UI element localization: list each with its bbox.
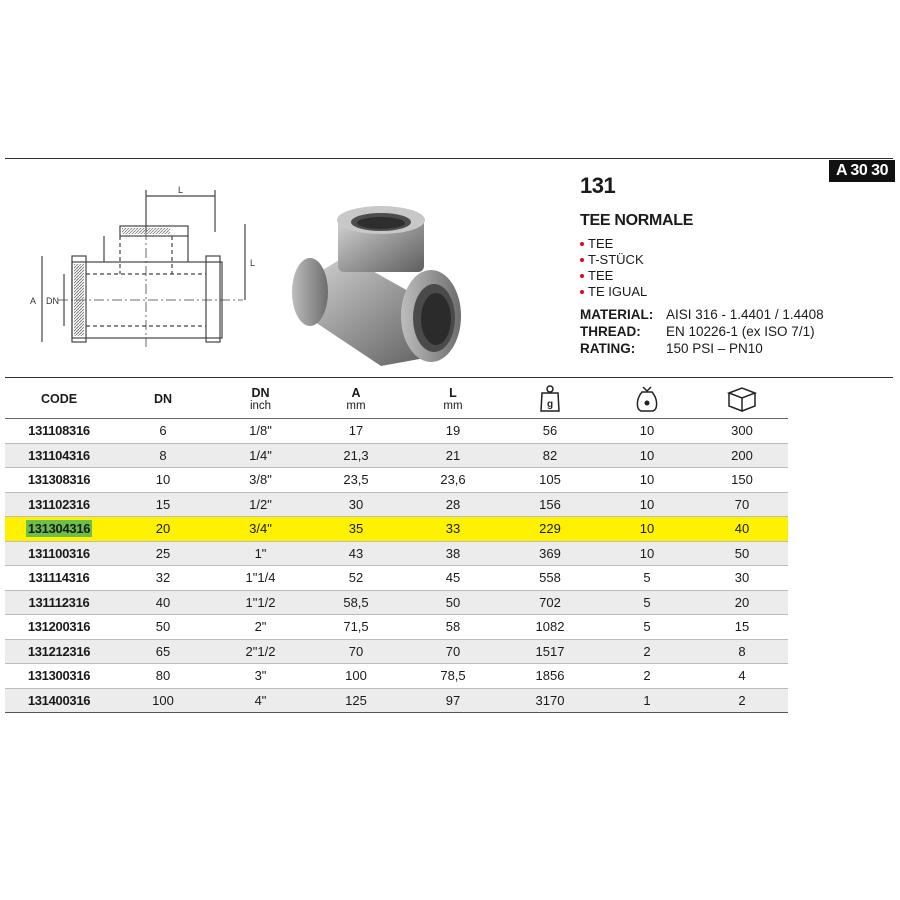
cell-pcs-bag: 10: [598, 541, 696, 566]
bag-icon: [598, 380, 696, 419]
cell-pcs-box: 4: [696, 664, 788, 689]
bullet-icon: [580, 242, 584, 246]
cell-dn: 50: [113, 615, 213, 640]
table-row: [5, 419, 788, 444]
cell-code: 131102316: [5, 492, 113, 517]
cell-dn: 25: [113, 541, 213, 566]
cell-pcs-box: 15: [696, 615, 788, 640]
cell-dn-inch: 2": [213, 615, 308, 640]
cell-code: 131104316: [5, 443, 113, 468]
cell-weight: 105: [502, 468, 598, 493]
dimension-a: A: [30, 296, 37, 306]
cell-a: 43: [308, 541, 404, 566]
translation-item: T-STÜCK: [580, 252, 647, 268]
weight-icon: [502, 380, 598, 419]
cell-pcs-bag: 10: [598, 468, 696, 493]
svg-text:g: g: [546, 399, 554, 410]
cell-a: 58,5: [308, 590, 404, 615]
table-body: [5, 419, 788, 713]
table-row: [5, 541, 788, 566]
bullet-icon: [580, 290, 584, 294]
top-rule: [5, 158, 893, 159]
cell-dn: 8: [113, 443, 213, 468]
cell-code: 131100316: [5, 541, 113, 566]
table-row: [5, 590, 788, 615]
cell-pcs-box: 40: [696, 517, 788, 542]
cell-pcs-box: 20: [696, 590, 788, 615]
technical-drawing: [28, 182, 268, 357]
header-a: A mm: [308, 380, 404, 419]
box-icon: [696, 380, 788, 419]
cell-l: 38: [404, 541, 502, 566]
cell-a: 30: [308, 492, 404, 517]
cell-pcs-bag: 10: [598, 517, 696, 542]
cell-l: 97: [404, 688, 502, 713]
cell-pcs-bag: 10: [598, 492, 696, 517]
cell-code: 131212316: [5, 639, 113, 664]
cell-pcs-box: 30: [696, 566, 788, 591]
cell-a: 21,3: [308, 443, 404, 468]
product-number: 131: [580, 173, 616, 198]
cell-code: 131400316: [5, 688, 113, 713]
table-row: [5, 492, 788, 517]
cell-dn: 15: [113, 492, 213, 517]
cell-dn: 40: [113, 590, 213, 615]
dimension-dn: DN: [46, 296, 59, 306]
header-dn: DN: [113, 380, 213, 419]
table-row: [5, 468, 788, 493]
cell-pcs-bag: 10: [598, 419, 696, 444]
cell-dn: 100: [113, 688, 213, 713]
cell-l: 19: [404, 419, 502, 444]
cell-a: 70: [308, 639, 404, 664]
cell-a: 35: [308, 517, 404, 542]
cell-pcs-bag: 5: [598, 615, 696, 640]
cell-code: 131114316: [5, 566, 113, 591]
cell-dn-inch: 1": [213, 541, 308, 566]
header-dn-inch: DN inch: [213, 380, 308, 419]
cell-dn-inch: 1/8": [213, 419, 308, 444]
table-row: [5, 688, 788, 713]
cell-l: 58: [404, 615, 502, 640]
cell-dn-inch: 3/4": [213, 517, 308, 542]
translation-item: TE IGUAL: [580, 284, 647, 300]
cell-dn-inch: 3/8": [213, 468, 308, 493]
cell-pcs-box: 70: [696, 492, 788, 517]
bullet-icon: [580, 258, 584, 262]
cell-pcs-box: 2: [696, 688, 788, 713]
cell-a: 125: [308, 688, 404, 713]
table-top-rule: [5, 377, 893, 378]
cell-pcs-box: 8: [696, 639, 788, 664]
cell-pcs-box: 50: [696, 541, 788, 566]
cell-code: 131304316: [5, 517, 113, 542]
cell-weight: 56: [502, 419, 598, 444]
cell-l: 23,6: [404, 468, 502, 493]
cell-a: 100: [308, 664, 404, 689]
translations-list: [580, 236, 647, 300]
cell-pcs-bag: 2: [598, 664, 696, 689]
translation-item: TEE: [580, 236, 647, 252]
cell-a: 52: [308, 566, 404, 591]
cell-pcs-bag: 5: [598, 566, 696, 591]
spec-block: [580, 306, 824, 357]
cell-weight: 1517: [502, 639, 598, 664]
table-row: [5, 517, 788, 542]
cell-code: 131108316: [5, 419, 113, 444]
translation-item: TEE: [580, 268, 647, 284]
spec-thread: THREAD: EN 10226-1 (ex ISO 7/1): [580, 324, 815, 339]
spec-material: MATERIAL: AISI 316 - 1.4401 / 1.4408: [580, 307, 824, 322]
cell-dn-inch: 3": [213, 664, 308, 689]
cell-pcs-box: 200: [696, 443, 788, 468]
cell-pcs-bag: 2: [598, 639, 696, 664]
cell-weight: 3170: [502, 688, 598, 713]
cell-dn: 32: [113, 566, 213, 591]
dimension-l-top: L: [178, 185, 184, 195]
cell-pcs-box: 150: [696, 468, 788, 493]
cell-l: 21: [404, 443, 502, 468]
cell-weight: 369: [502, 541, 598, 566]
cell-l: 70: [404, 639, 502, 664]
cell-weight: 1082: [502, 615, 598, 640]
cell-code: 131300316: [5, 664, 113, 689]
dimension-l-side: L: [250, 258, 256, 268]
cell-dn-inch: 1/4": [213, 443, 308, 468]
cell-weight: 1856: [502, 664, 598, 689]
cell-dn-inch: 1/2": [213, 492, 308, 517]
cell-dn: 6: [113, 419, 213, 444]
cell-weight: 156: [502, 492, 598, 517]
cell-pcs-bag: 5: [598, 590, 696, 615]
table-row: [5, 443, 788, 468]
cell-l: 28: [404, 492, 502, 517]
cell-dn: 65: [113, 639, 213, 664]
table-row: [5, 566, 788, 591]
cell-dn: 10: [113, 468, 213, 493]
cell-pcs-bag: 1: [598, 688, 696, 713]
cell-dn: 80: [113, 664, 213, 689]
cell-a: 17: [308, 419, 404, 444]
cell-weight: 558: [502, 566, 598, 591]
cell-pcs-bag: 10: [598, 443, 696, 468]
product-photo: [286, 206, 466, 376]
bullet-icon: [580, 274, 584, 278]
cell-dn: 20: [113, 517, 213, 542]
product-name: TEE NORMALE: [580, 212, 694, 229]
cell-weight: 702: [502, 590, 598, 615]
table-row: [5, 664, 788, 689]
cell-l: 33: [404, 517, 502, 542]
cell-code: 131112316: [5, 590, 113, 615]
cell-dn-inch: 1"1/4: [213, 566, 308, 591]
cell-l: 50: [404, 590, 502, 615]
table-row: [5, 639, 788, 664]
table-row: [5, 615, 788, 640]
cell-a: 71,5: [308, 615, 404, 640]
cell-a: 23,5: [308, 468, 404, 493]
product-table: [5, 380, 788, 713]
cell-dn-inch: 2"1/2: [213, 639, 308, 664]
cell-weight: 229: [502, 517, 598, 542]
spec-rating: RATING: 150 PSI – PN10: [580, 341, 763, 356]
table-header: [5, 380, 788, 419]
catalog-badge: A 30 30: [829, 160, 895, 182]
header-l: L mm: [404, 380, 502, 419]
cell-code: 131308316: [5, 468, 113, 493]
cell-dn-inch: 1"1/2: [213, 590, 308, 615]
header-code: CODE: [5, 380, 113, 419]
cell-l: 45: [404, 566, 502, 591]
cell-weight: 82: [502, 443, 598, 468]
cell-l: 78,5: [404, 664, 502, 689]
cell-dn-inch: 4": [213, 688, 308, 713]
cell-pcs-box: 300: [696, 419, 788, 444]
cell-code: 131200316: [5, 615, 113, 640]
